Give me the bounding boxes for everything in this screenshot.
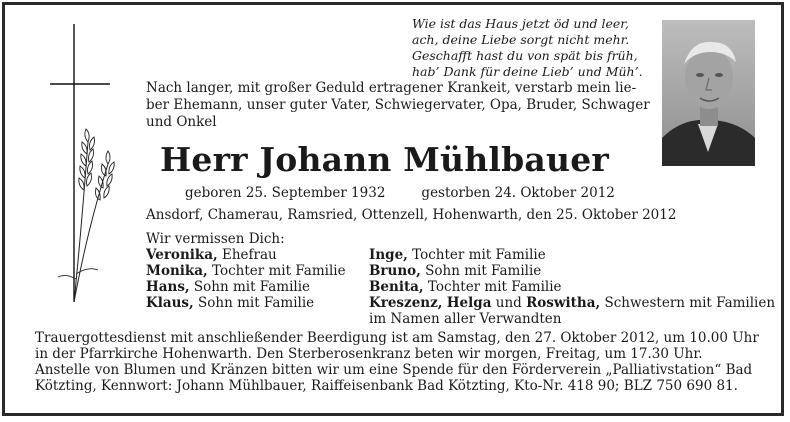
mourners-heading: Wir vermissen Dich: bbox=[146, 231, 285, 247]
birth-date: geboren 25. September 1932 bbox=[185, 185, 386, 201]
poem-line: hab’ Dank für deine Lieb’ und Müh’. bbox=[412, 64, 643, 79]
mourner-entry: Benita, Tochter mit Familie bbox=[369, 279, 562, 295]
service-information bbox=[35, 330, 759, 394]
poem bbox=[412, 16, 643, 80]
relatives-line: im Namen aller Verwandten bbox=[369, 311, 562, 327]
mourner-entry: Klaus, Sohn mit Familie bbox=[146, 295, 315, 311]
deceased-name: Herr Johann Mühlbauer bbox=[160, 140, 609, 179]
donation-line: Anstelle von Blumen und Kränzen bitten wir um eine Spende für den Förderverein „Palliativstation“ Bad bbox=[35, 362, 753, 378]
mourner-entry: Inge, Tochter mit Familie bbox=[369, 247, 546, 263]
mourner-entry-siblings: Kreszenz, Helga und Roswitha, Schwestern mit Familien bbox=[369, 295, 776, 311]
cross-with-wheat-icon bbox=[50, 24, 120, 304]
place-and-date: Ansdorf, Chamerau, Ramsried, Ottenzell, Hohenwarth, den 25. Oktober 2012 bbox=[146, 207, 677, 223]
mourner-entry: Bruno, Sohn mit Familie bbox=[369, 263, 542, 279]
service-line: Trauergottesdienst mit anschließender Beerdigung ist am Samstag, den 27. Oktober 2012, um 10.00 Uhr bbox=[35, 330, 759, 346]
intro-line: ber Ehemann, unser guter Vater, Schwiegervater, Opa, Bruder, Schwager bbox=[146, 97, 650, 113]
service-line: in der Pfarrkirche Hohenwarth. Den Sterberosenkranz beten wir morgen, Freitag, um 17.30 Uhr. bbox=[35, 346, 703, 362]
life-dates bbox=[185, 185, 615, 201]
poem-line: Wie ist das Haus jetzt öd und leer, bbox=[412, 16, 629, 31]
mourners-right-column bbox=[369, 247, 775, 327]
death-date: gestorben 24. Oktober 2012 bbox=[421, 185, 615, 201]
mourner-entry: Monika, Tochter mit Familie bbox=[146, 263, 346, 279]
mourner-entry: Hans, Sohn mit Familie bbox=[146, 279, 311, 295]
intro-line: Nach langer, mit großer Geduld ertragener Krankeit, verstarb mein lie- bbox=[146, 80, 637, 96]
poem-line: ach, deine Liebe sorgt nicht mehr. bbox=[412, 32, 630, 47]
portrait-photo bbox=[662, 20, 755, 166]
mourner-entry: Veronika, Ehefrau bbox=[146, 247, 277, 263]
donation-line: Kötzting, Kennwort: Johann Mühlbauer, Raiffeisenbank Bad Kötzting, Kto-Nr. 418 90; BLZ 750 690 81. bbox=[35, 378, 738, 394]
intro-line: und Onkel bbox=[146, 114, 217, 130]
intro-text bbox=[146, 80, 650, 131]
poem-line: Geschafft hast du von spät bis früh, bbox=[412, 48, 638, 63]
mourners-left-column bbox=[146, 247, 346, 311]
